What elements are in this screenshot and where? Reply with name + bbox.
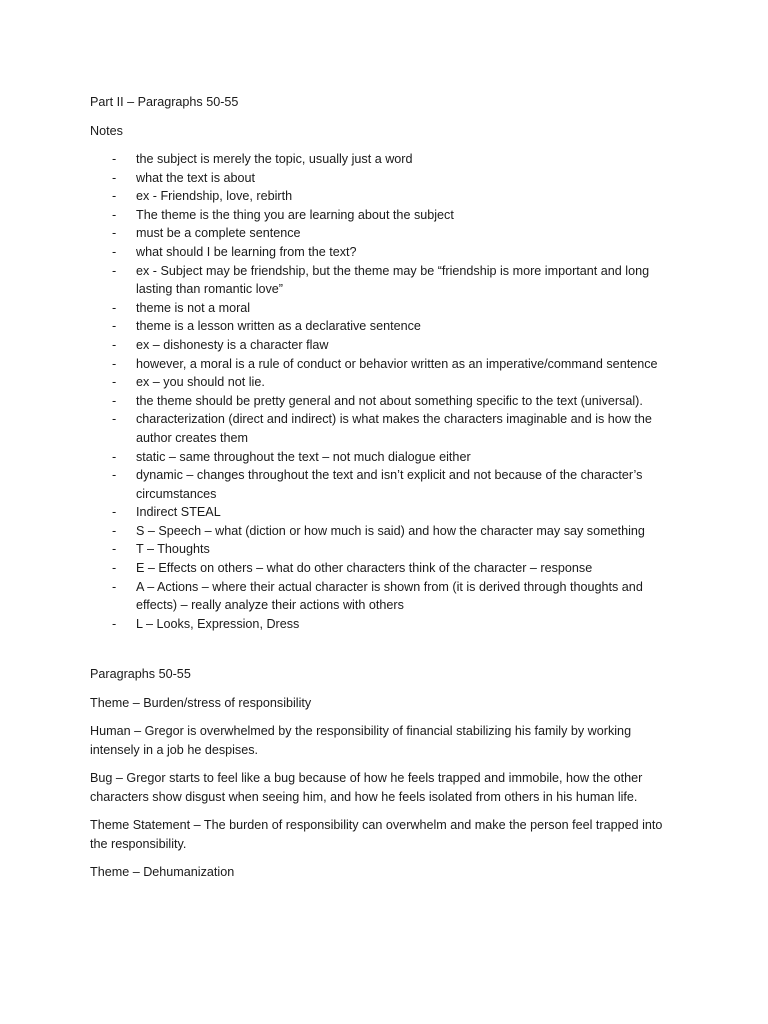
list-item: - dynamic – changes throughout the text and isn’t explicit and not because of the character’s circumstances [112, 468, 643, 501]
list-item: - A – Actions – where their actual character is shown from (it is derived through thoughts and effects) – really analyze their actions with others [112, 579, 643, 613]
notes-list [90, 150, 680, 633]
list-item: - E – Effects on others – what do other characters think of the character – response [112, 561, 593, 576]
notes-label: Notes [90, 123, 123, 138]
list-item: - must be a complete sentence [112, 226, 301, 241]
list-item: - what should I be learning from the text? [112, 244, 357, 259]
list-item: - theme is a lesson written as a declarative sentence [112, 319, 421, 334]
list-item: - characterization (direct and indirect) is what makes the characters imaginable and is how the author creates them [112, 412, 652, 445]
bug-paragraph: Bug – Gregor starts to feel like a bug because of how he feels trapped and immobile, how the other characters show disgust when seeing him, and how he feels isolated from others in his human life. [90, 771, 643, 804]
section-heading: Paragraphs 50-55 [90, 667, 191, 682]
section-gap [90, 633, 680, 665]
list-item: - T – Thoughts [112, 542, 210, 557]
list-item: - the theme should be pretty general and not about something specific to the text (universal). [112, 393, 643, 408]
list-item: - ex - Friendship, love, rebirth [112, 189, 293, 204]
list-item: - ex - Subject may be friendship, but the theme may be “friendship is more important and long lasting than romantic love” [112, 263, 650, 297]
list-item: - Indirect STEAL [112, 505, 221, 520]
theme-line: Theme – Burden/stress of responsibility [90, 695, 312, 710]
list-item: - ex – you should not lie. [112, 375, 265, 390]
list-item: - theme is not a moral [112, 300, 251, 315]
human-paragraph: Human – Gregor is overwhelmed by the responsibility of financial stabilizing his family by working intensely in a job he despises. [90, 724, 632, 757]
list-item: - the subject is merely the topic, usually just a word [112, 152, 413, 166]
document-content [90, 93, 680, 892]
theme-statement: Theme Statement – The burden of responsibility can overwhelm and make the person feel trapped into the responsibility. [90, 818, 663, 851]
theme-line-2: Theme – Dehumanization [90, 865, 235, 880]
list-item: - ex – dishonesty is a character flaw [112, 337, 329, 352]
document-heading: Part II – Paragraphs 50-55 [90, 95, 239, 109]
list-item: - what the text is about [112, 170, 256, 185]
list-item: - static – same throughout the text – not much dialogue either [112, 449, 471, 464]
list-item: - however, a moral is a rule of conduct or behavior written as an imperative/command sentence [112, 356, 658, 371]
list-item: - The theme is the thing you are learning about the subject [112, 207, 454, 222]
list-item: - L – Looks, Expression, Dress [112, 616, 300, 631]
list-item: - S – Speech – what (diction or how much is said) and how the character may say something [112, 523, 645, 538]
